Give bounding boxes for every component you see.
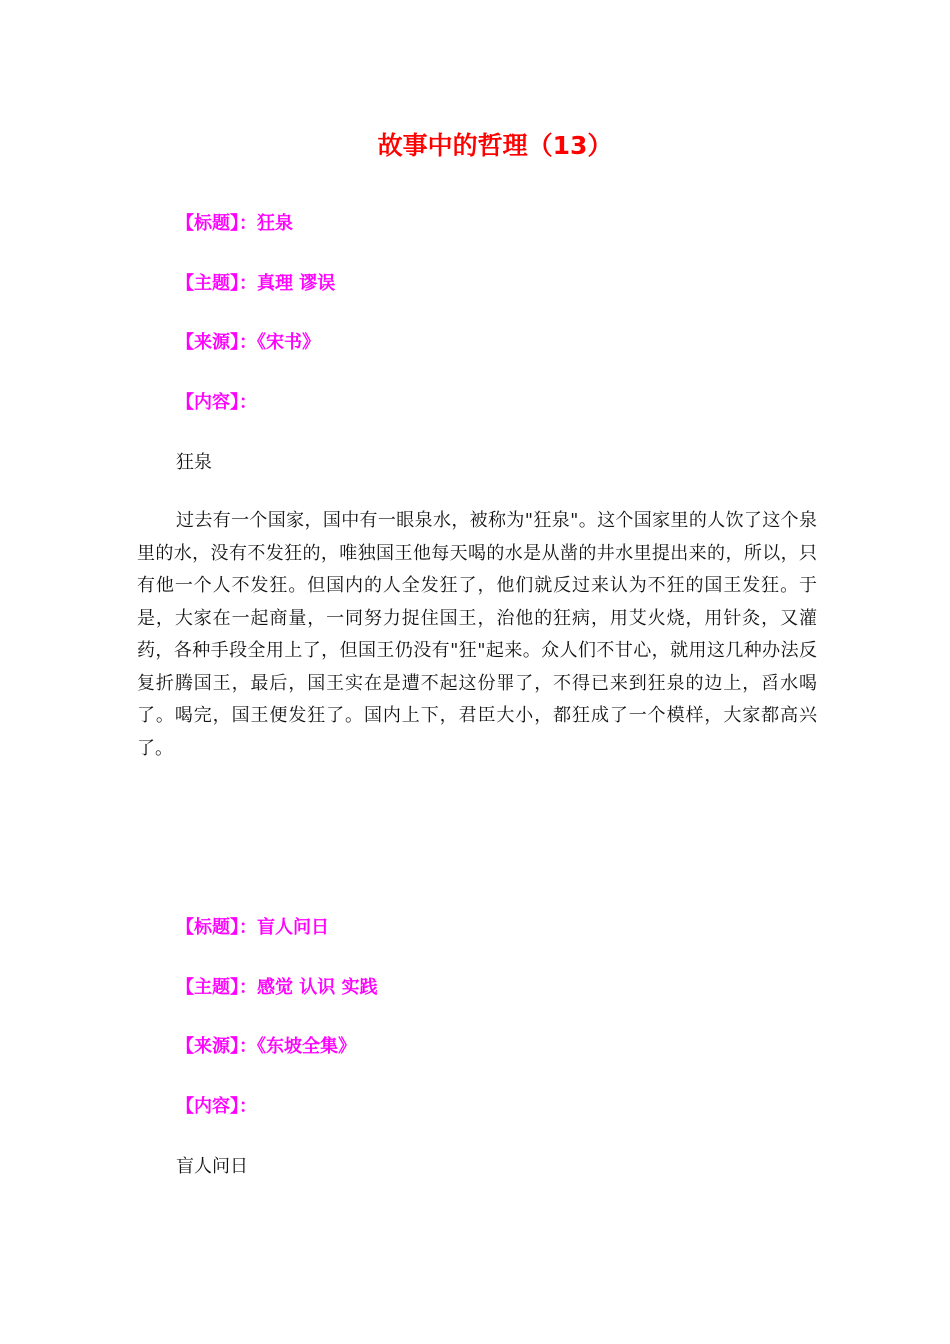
story-1-content-label: 【内容】： xyxy=(176,392,257,413)
story-1-theme-label: 【主题】：真理 谬误 xyxy=(176,273,336,294)
story-2-title-label: 【标题】：盲人问日 xyxy=(176,917,329,938)
story-2-source-label: 【来源】：《东坡全集》 xyxy=(176,1036,356,1057)
story-1-body: 过去有一个国家，国中有一眼泉水，被称为"狂泉"。这个国家里的人饮了这个泉里的水，没有不发狂的，唯独国王他每天喝的水是从凿的井水里提出来的，所以，只有他一个人不发狂。但国内的人全发狂了，他们就反过来认为不狂的国王发狂。于是，大家在一起商量，一同努力捉住国王，治他的狂病，用艾火烧，用针灸，又灌药，各种手段全用上了，但国王仍没有"狂"起来。众人们不甘心，就用这几种办法反复折腾国王，最后，国王实在是遭不起这份罪了，不得已来到狂泉的边上，舀水喝了。喝完，国王便发狂了。国内上下，君臣大小，都狂成了一个模样，大家都高兴了。 xyxy=(137,510,817,759)
story-2-subheading: 盲人问日 xyxy=(176,1156,248,1177)
story-2-content-label: 【内容】： xyxy=(176,1096,257,1117)
story-2-theme-label: 【主题】：感觉 认识 实践 xyxy=(176,977,378,998)
story-1-subheading: 狂泉 xyxy=(176,452,212,473)
story-1-source-label: 【来源】：《宋书》 xyxy=(176,332,320,353)
page-title: 故事中的哲理（13） xyxy=(377,131,613,160)
story-1-title-label: 【标题】：狂泉 xyxy=(176,213,293,234)
